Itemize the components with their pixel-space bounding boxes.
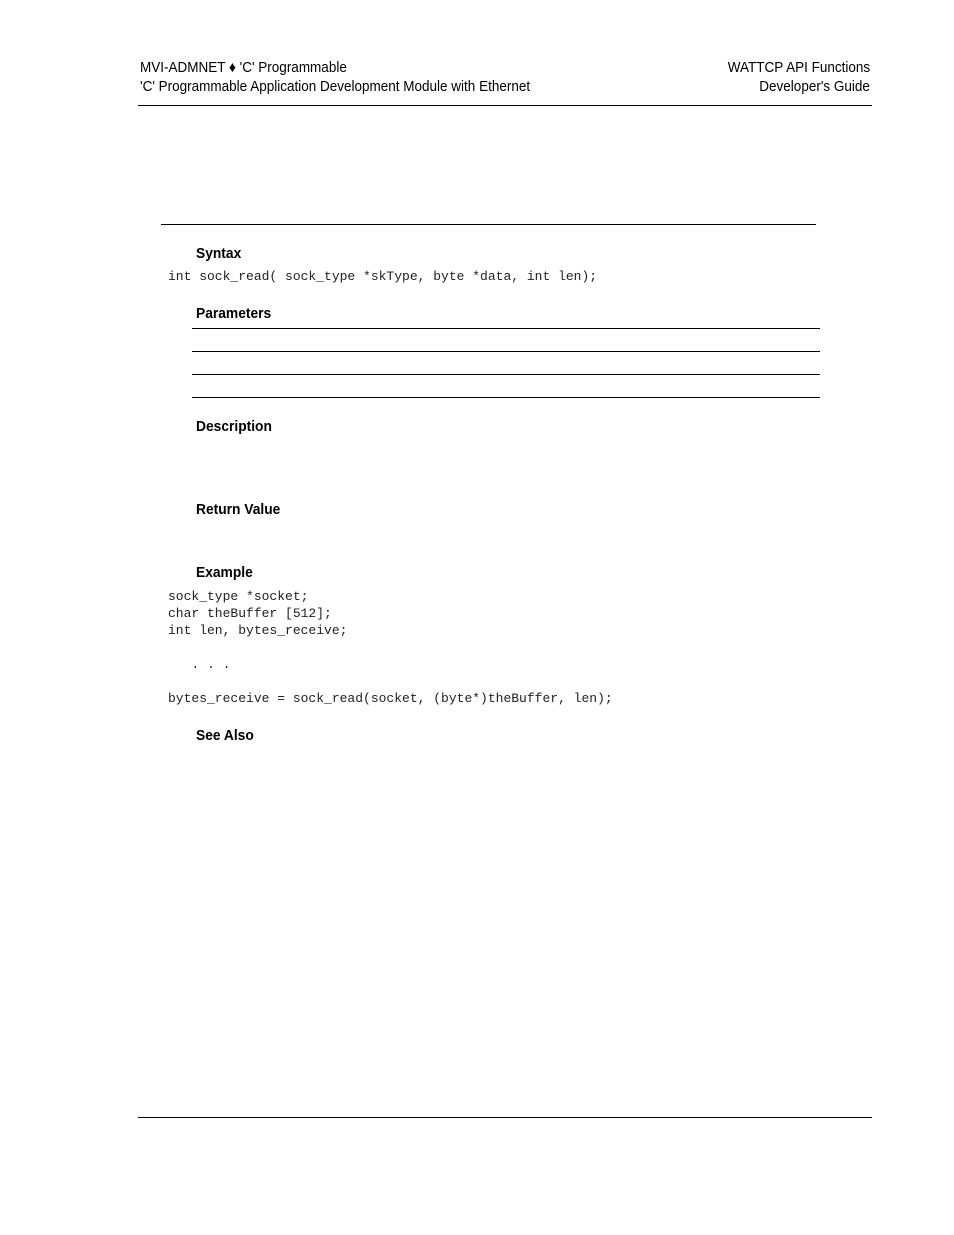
example-code-line: int len, bytes_receive; [168, 623, 348, 638]
syntax-heading: Syntax [196, 245, 242, 262]
see-also-heading: See Also [196, 727, 254, 744]
parameters-table-rule [192, 397, 820, 398]
example-code-line: sock_type *socket; [168, 589, 309, 604]
example-code-line: bytes_receive = sock_read(socket, (byte*)theBuffer, len); [168, 691, 613, 706]
function-title-rule [161, 224, 816, 225]
parameters-heading: Parameters [196, 305, 272, 322]
parameters-table-rule [192, 374, 820, 375]
return-value-heading: Return Value [196, 501, 281, 518]
parameters-table-rule [192, 351, 820, 352]
parameters-table-rule [192, 328, 820, 329]
header-rule [138, 105, 872, 106]
example-code-line: . . . [168, 657, 231, 672]
header-chapter-title: WATTCP API Functions [727, 59, 870, 76]
header-guide-title: Developer's Guide [759, 78, 870, 95]
header-product-subtitle: 'C' Programmable Application Development Module with Ethernet [140, 78, 531, 95]
example-code-line: char theBuffer [512]; [168, 606, 332, 621]
example-heading: Example [196, 564, 253, 581]
footer-rule [138, 1117, 872, 1118]
syntax-code: int sock_read( sock_type *skType, byte *data, int len); [168, 269, 598, 284]
description-heading: Description [196, 418, 272, 435]
header-product-title: MVI-ADMNET ♦ 'C' Programmable [140, 59, 347, 76]
